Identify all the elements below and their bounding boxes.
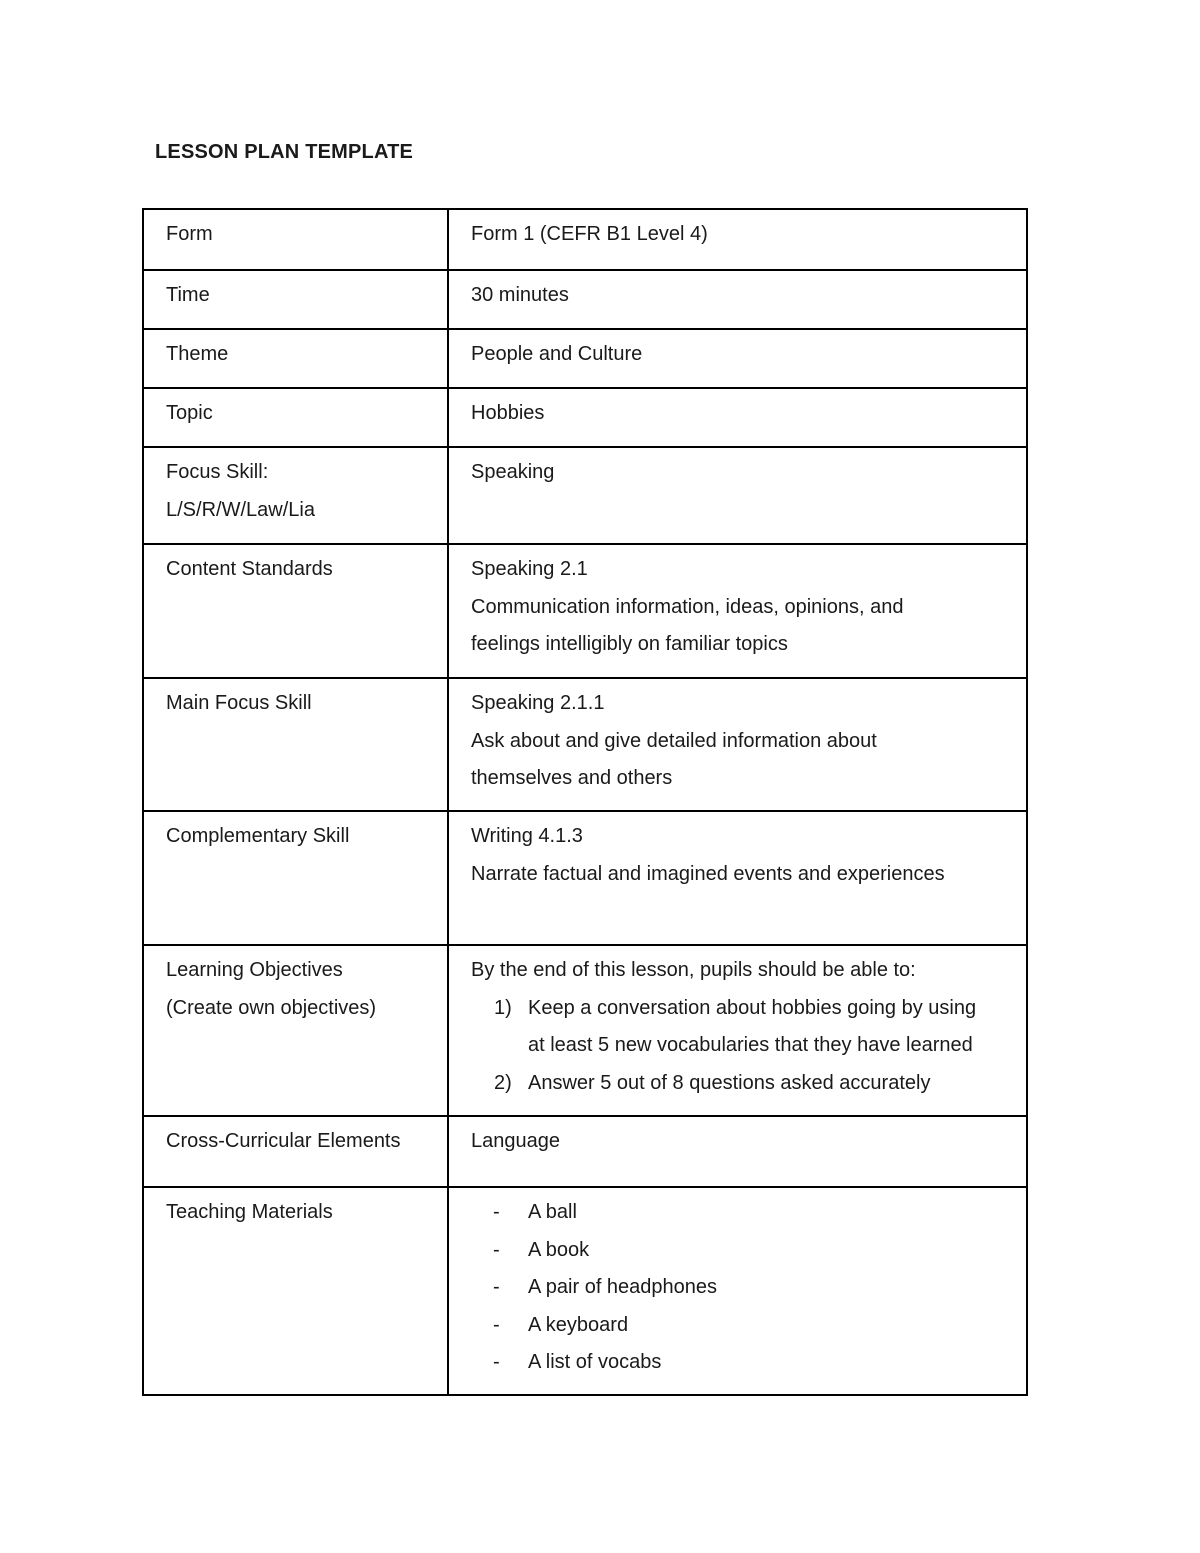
objective-number: 1) [494, 996, 512, 1019]
row-value-time: 30 minutes [448, 270, 1027, 329]
content-standards-line3: feelings intelligibly on familiar topics [471, 633, 788, 655]
row-value-focus-skill: Speaking [448, 447, 1027, 544]
row-value-theme: People and Culture [448, 329, 1027, 388]
row-form [143, 209, 1027, 270]
main-focus-skill-line2: Ask about and give detailed information about [471, 729, 877, 752]
row-topic [143, 388, 1027, 447]
row-label-learning-objectives [143, 945, 448, 1116]
row-cross-curricular [143, 1116, 1027, 1187]
objective-line: Keep a conversation about hobbies going by using [528, 996, 977, 1019]
objectives-list [471, 990, 1016, 1103]
bullet-dash: - [493, 1313, 500, 1336]
objective-line: Answer 5 out of 8 questions asked accurately [528, 1071, 931, 1094]
row-main-focus-skill [143, 678, 1027, 811]
learning-objectives-intro: By the end of this lesson, pupils should be able to: [471, 959, 916, 981]
row-value-learning-objectives [448, 945, 1027, 1116]
list-item [471, 1307, 1016, 1345]
main-focus-skill-line3: themselves and others [471, 767, 673, 789]
material-text: A pair of headphones [528, 1276, 718, 1298]
list-item [471, 990, 1016, 1065]
list-item [471, 1344, 1016, 1382]
row-label-main-focus-skill: Main Focus Skill [143, 678, 448, 811]
material-text: A list of vocabs [528, 1351, 662, 1373]
bullet-dash: - [493, 1351, 500, 1373]
learning-objectives-label-line1: Learning Objectives [166, 959, 343, 981]
row-label-content-standards: Content Standards [143, 544, 448, 678]
row-label-focus-skill [143, 447, 448, 544]
content-standards-line2: Communication information, ideas, opinions, and [471, 595, 904, 618]
row-value-form: Form 1 (CEFR B1 Level 4) [448, 209, 1027, 270]
row-value-main-focus-skill [448, 678, 1027, 811]
list-item [471, 1232, 1016, 1270]
row-value-content-standards [448, 544, 1027, 678]
bullet-dash: - [493, 1238, 500, 1261]
row-time [143, 270, 1027, 329]
material-text: A ball [528, 1201, 577, 1223]
materials-list [471, 1194, 1016, 1382]
row-label-form: Form [143, 209, 448, 270]
material-text: A keyboard [528, 1313, 629, 1336]
row-value-topic: Hobbies [448, 388, 1027, 447]
page-title: LESSON PLAN TEMPLATE [155, 141, 414, 163]
row-content-standards [143, 544, 1027, 678]
content-standards-line1: Speaking 2.1 [471, 558, 588, 580]
row-value-cross-curricular: Language [448, 1116, 1027, 1187]
row-value-complementary-skill [448, 811, 1027, 945]
lesson-plan-table [142, 208, 1028, 1396]
row-label-theme: Theme [143, 329, 448, 388]
row-label-topic: Topic [143, 388, 448, 447]
row-label-cross-curricular: Cross-Curricular Elements [143, 1116, 448, 1187]
row-label-teaching-materials: Teaching Materials [143, 1187, 448, 1395]
list-item [471, 1194, 1016, 1232]
row-label-complementary-skill: Complementary Skill [143, 811, 448, 945]
bullet-dash: - [493, 1276, 500, 1298]
learning-objectives-label-line2: (Create own objectives) [166, 996, 377, 1019]
main-focus-skill-line1: Speaking 2.1.1 [471, 692, 605, 714]
row-focus-skill [143, 447, 1027, 544]
list-item [471, 1065, 1016, 1103]
objective-line: at least 5 new vocabularies that they have learned [528, 1034, 973, 1056]
focus-skill-label-line2: L/S/R/W/Law/Lia [166, 498, 315, 521]
row-complementary-skill [143, 811, 1027, 945]
row-learning-objectives [143, 945, 1027, 1116]
focus-skill-label-line1: Focus Skill: [166, 461, 269, 483]
row-label-time: Time [143, 270, 448, 329]
row-theme [143, 329, 1027, 388]
row-value-teaching-materials [448, 1187, 1027, 1395]
bullet-dash: - [493, 1201, 500, 1223]
complementary-skill-line2: Narrate factual and imagined events and experiences [471, 862, 945, 885]
row-teaching-materials [143, 1187, 1027, 1395]
material-text: A book [528, 1238, 590, 1261]
list-item [471, 1269, 1016, 1307]
complementary-skill-line1: Writing 4.1.3 [471, 825, 583, 847]
objective-number: 2) [494, 1071, 512, 1094]
